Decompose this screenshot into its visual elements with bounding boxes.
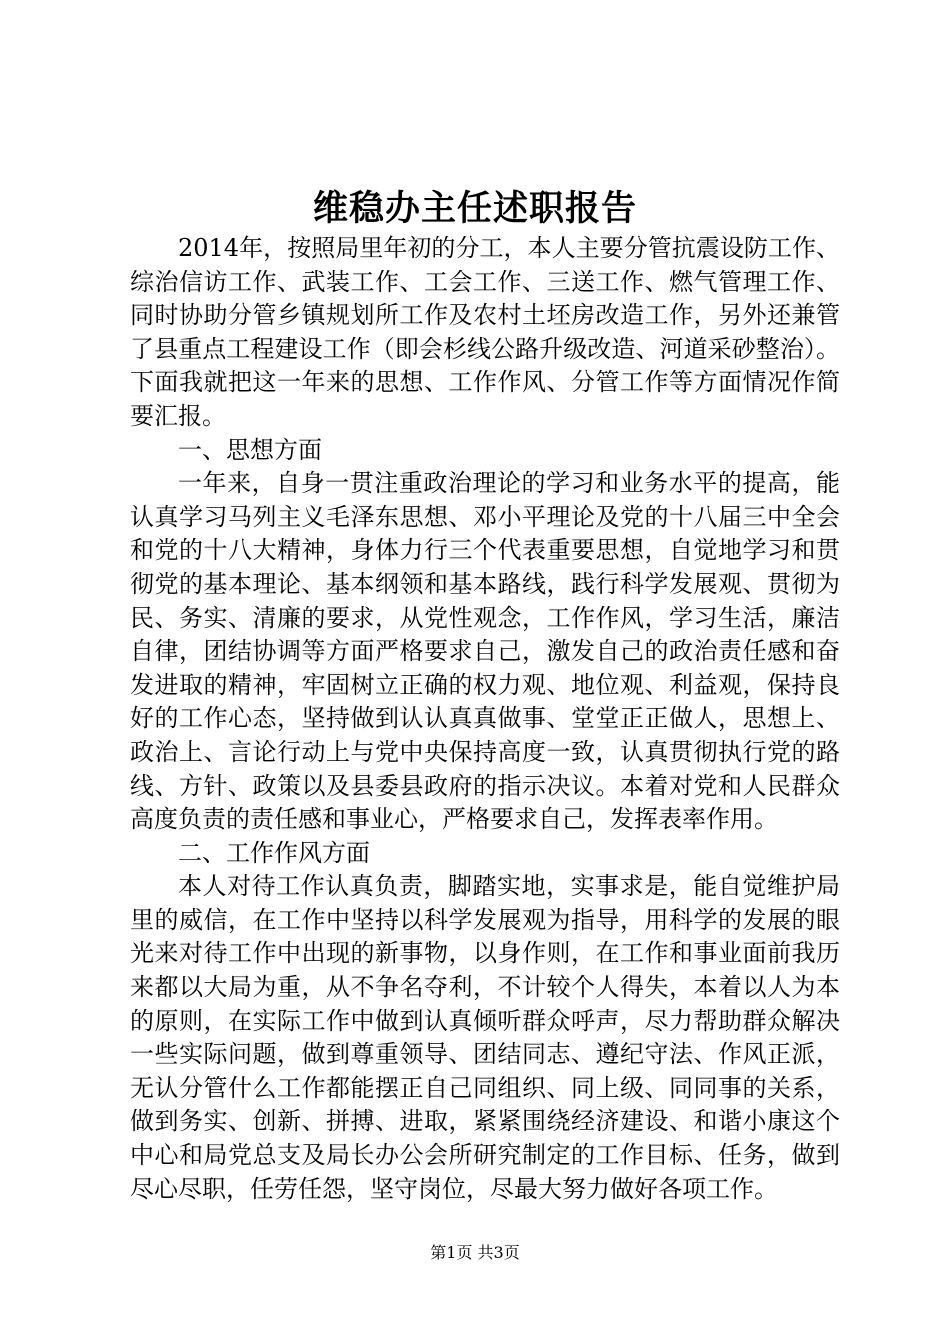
page-footer: 第1页 共3页	[430, 1243, 520, 1262]
paragraph-thought: 一年来，自身一贯注重政治理论的学习和业务水平的提高，能认真学习马列主义毛泽东思想、邓小平理论及党的十八届三中全会和党的十八大精神，身体力行三个代表重要思想，自觉地学习和贯彻党的基本理论、基本纲领和基本路线，践行科学发展观、贯彻为民、务实、清廉的要求，从党性观念，工作作风，学习生活，廉洁自律，团结协调等方面严格要求自己，激发自己的政治责任感和奋发进取的精神，牢固树立正确的权力观、地位观、利益观，保持良好的工作心态，坚持做到认认真真做事、堂堂正正做人，思想上、政治上、言论行动上与党中央保持高度一致，认真贯彻执行党的路线、方针、政策以及县委县政府的指示决议。本着对党和人民群众高度负责的责任感和事业心，严格要求自己，发挥表率作用。	[130, 469, 840, 834]
document-title: 维稳办主任述职报告	[312, 188, 637, 229]
paragraph-intro: 2014年，按照局里年初的分工，本人主要分管抗震设防工作、综治信访工作、武装工作、工会工作、三送工作、燃气管理工作、同时协助分管乡镇规划所工作及农村土坯房改造工作，另外还兼管了县重点工程建设工作（即会杉线公路升级改造、河道采砂整治）。下面我就把这一年来的思想、工作作风、分管工作等方面情况作简要汇报。	[130, 234, 840, 430]
document-body	[130, 232, 840, 1206]
section-heading-thought: 一、思想方面	[178, 435, 322, 464]
paragraph-work-style: 本人对待工作认真负责，脚踏实地，实事求是，能自觉维护局里的威信，在工作中坚持以科学发展观为指导，用科学的发展的眼光来对待工作中出现的新事物，以身作则，在工作和事业面前我历来都以大局为重，从不争名夺利，不计较个人得失，本着以人为本的原则，在实际工作中做到认真倾听群众呼声，尽力帮助群众解决一些实际问题，做到尊重领导、团结同志、遵纪守法、作风正派，无认分管什么工作都能摆正自己同组织、同上级、同同事的关系，做到务实、创新、拼搏、进取，紧紧围绕经济建设、和谐小康这个中心和局党总支及局长办公会所研究制定的工作目标、任务，做到尽心尽职，任劳任怨，坚守岗位，尽最大努力做好各项工作。	[130, 872, 840, 1203]
section-heading-work-style: 二、工作作风方面	[178, 838, 370, 867]
